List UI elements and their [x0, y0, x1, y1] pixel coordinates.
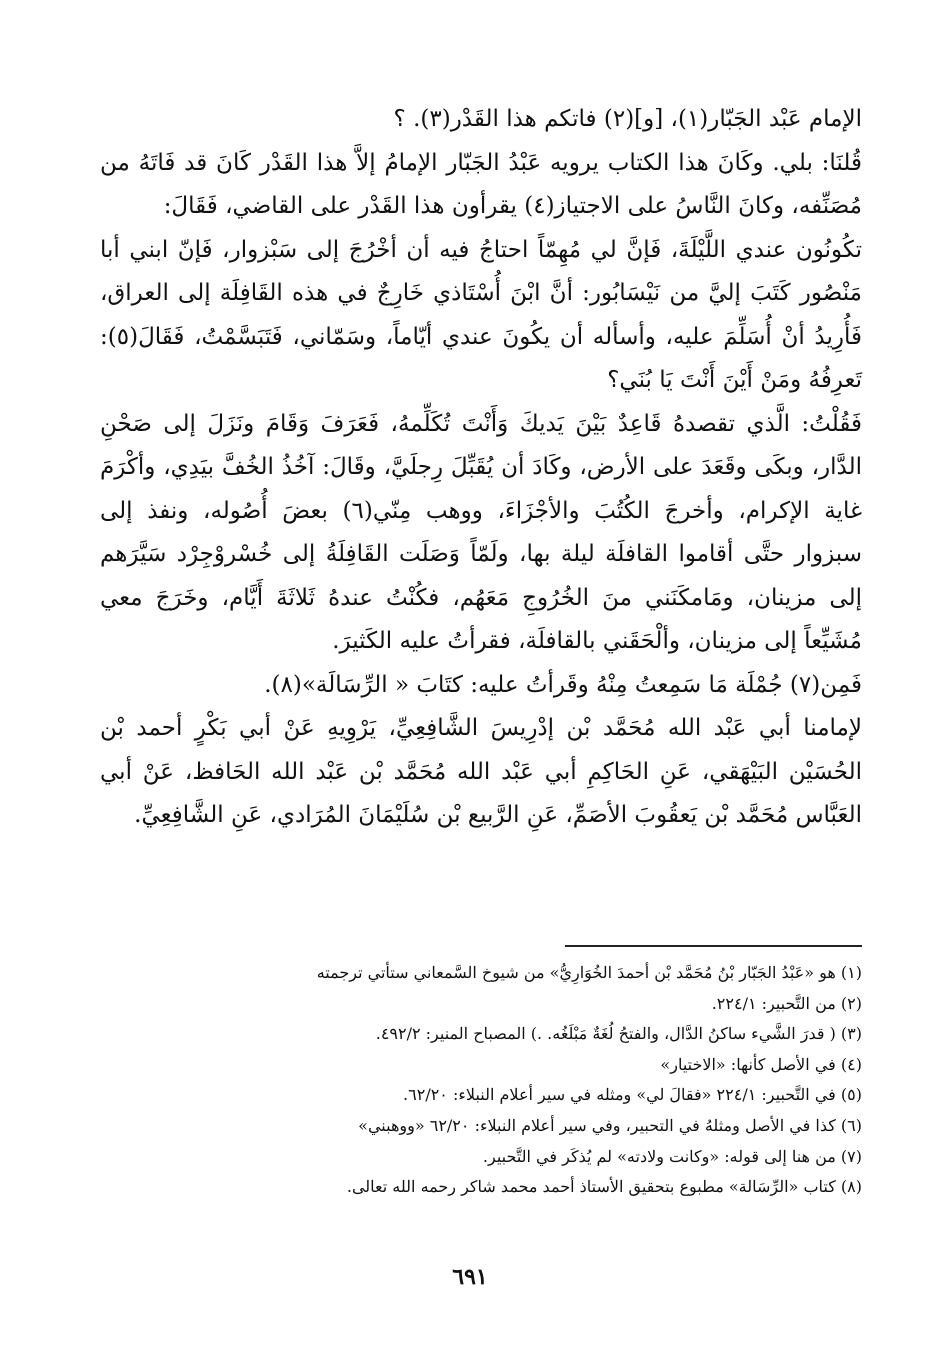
footnote-divider	[565, 945, 862, 947]
footnotes	[180, 958, 862, 1203]
body-paragraph: لإمامنا أبي عَبْد الله مُحَمَّد بْن إدْرِيسَ الشَّافِعِيِّ، يَرْوِيهِ عَنْ أبي بَكْرٍ أحمد بْن الحُسَيْن البَيْهَقي، عَنِ الحَاكِمِ أبي عَبْد الله مُحَمَّد بْن عَبْد الله الحَافظ، عَنْ أبي العَبَّاس مُحَمَّد بْن يَعقُوبَ الأصَمِّ، عَنِ الرَّبيع بْن سُلَيْمَانَ المُرَادي، عَنِ الشَّافِعِيِّ.	[100, 715, 862, 828]
body-paragraph: تكُونُون عندي اللَّيْلَةَ، فَإنَّ لي مُهِمّاً احتاجُ فيه أن أخْرُجَ إلى سَبْزوار، فَإنّ ابني أبا مَنْصُور كَتَبَ إليَّ من نَيْسَابُور: أنَّ ابْنَ أُسْتَاذي خَارِجٌ في هذه القَافِلَة إلى العراق، فَأُرِيدُ أنْ أُسَلِّمَ عليه، وأسأله أن يكُونَ عندي أيّاماً، وسَمّاني، فَتَبَسَّمْتُ، فَقَالَ(٥): تَعرِفُهُ ومَنْ أَيْنَ أَنْتَ يَا بُنَي؟	[100, 236, 862, 393]
footnote: (٧) من هنا إلى قوله: «وكانت ولادته» لم يُذكَر في التَّحبير.	[482, 1146, 862, 1166]
footnote: (٦) كذا في الأصل ومثلهُ في التحبير، وفي سير أعلام النبلاء: ٦٢/٢٠ «ووهبني»	[358, 1115, 862, 1135]
body-paragraph: فَقُلْتُ: الَّذي تقصدهُ قَاعِدٌ بَيْنَ يَديكَ وَأَنْتَ تُكَلِّمهُ، فَعَرَفَ وَقَامَ ونَزَلَ إلى صَحْنِ الدَّار، وبكَى وقَعَدَ على الأرض، وكَادَ أن يُقَبِّلَ رِجلَيَّ، وقَالَ: آخُذُ الخُفَّ بيَدِي، وأكْرَمَ غاية الإكرام، وأخرجَ الكُتُبَ والأجْزَاءَ، ووهب مِنّي(٦) بعضَ أُصُوله، ونفذ إلى سبزوار حتَّى أقاموا القافلَة ليلة بها، ولَمّاً وَصَلَت القَافِلَةُ إلى خُسْروْجِرْد سَيَّرَهم إلى مزينان، ومَامكَنَني منَ الخُرُوجِ مَعَهُم، فكُنْتُ عندهُ ثَلاثَةَ أَيَّام، وخَرَجَ معي مُشَيِّعاً إلى مزينان، وألْحَقَني بالقافلَة، فقرأتُ عليه الكَثيرَ.	[100, 410, 862, 654]
footnote: (١) هو «عَبْدُ الجَبّار بْنُ مُحَمَّد بْن أحمدَ الخُوَارِيُّ» من شيوخ السَّمعاني ستأتي ترجمته	[316, 963, 862, 982]
main-text	[100, 98, 862, 838]
footnote: (٥) في التَّحبير: ٢٢٤/١ «فقالَ لي» ومثله في سير أعلام النبلاء: ٦٢/٢٠.	[403, 1085, 862, 1105]
footnote: (٤) في الأصل كأنها: «الاختيار»	[660, 1054, 862, 1074]
body-paragraph: الإمام عَبْد الجَبّار(١)، [و](٢) فاتكم هذا القَدْر(٣). ؟	[393, 106, 862, 132]
footnote: (٢) من التَّحبير: ٢٢٤/١.	[711, 993, 862, 1013]
body-paragraph: فَمِن(٧) جُمْلَة مَا سَمِعتُ مِنْهُ وقَرأتُ عليه: كتَابَ « الرِّسَالَة»(٨).	[264, 671, 862, 698]
footnote: (٨) كتاب «الرِّسَالة» مطبوع بتحقيق الأستاذ أحمد محمد شاكر رحمه الله تعالى.	[346, 1177, 862, 1197]
footnote: (٣) ( قدرَ الشَّيء ساكنُ الدَّال، والفتحُ لُغَةٌ مَبْلَغُه. .) المصباح المنير: ٤٩٢/٢.	[375, 1024, 862, 1044]
body-paragraph: قُلنَا: بلي. وكَانَ هذا الكتاب يرويه عَبْدُ الجَبّار الإمامُ إلاَّ هذا القَدْر كَانَ قد فَاتَهُ من مُصَنِّفه، وكانَ النَّاسُ على الاجتياز(٤) يقرأون هذا القَدْر على القاضي، فَقَالَ:	[100, 149, 862, 219]
page-number: ٦٩١	[452, 1264, 488, 1290]
